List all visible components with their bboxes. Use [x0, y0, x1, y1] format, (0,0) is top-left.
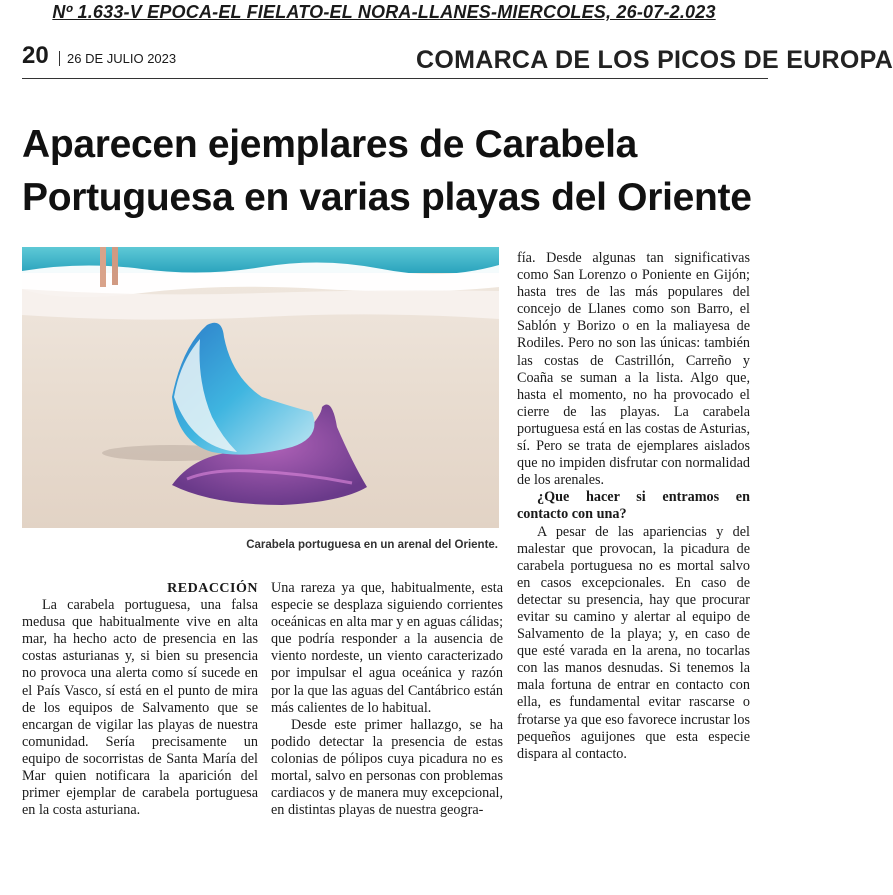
- paragraph: Una rareza ya que, habitualmente, esta especie se desplaza siguiendo corrientes oceánicas en alta mar y en aguas cálidas; que podría responder a la ausencia de viento nordeste, un viento caracterizado por impulsar el agua oceánica y razón por la que las aguas del Cantábrico están más calientes de lo habitual.: [271, 580, 504, 716]
- header-separator: [59, 51, 60, 66]
- byline: REDACCIÓN: [167, 581, 258, 596]
- photo-caption: Carabela portuguesa en un arenal del Oriente.: [246, 539, 498, 551]
- page-number: 20: [22, 42, 49, 69]
- paragraph: Desde este primer hallazgo, se ha podido detectar la presencia de estas colonias de pólipos cuya picadura no es mortal, salvo en personas con problemas cardiacos y de manera muy excepcional, en distintas playas de nuestra geogra-: [271, 716, 503, 819]
- article-headline: Aparecen ejemplares de Carabela Portuguesa en varias playas del Oriente: [22, 123, 752, 219]
- paragraph: La carabela portuguesa, una falsa medusa que habitualmente vive en alta mar, ha hecho acto de presencia en las costas asturianas y, si bien su presencia no provoca una alerta como sí sucede en el País Vasco, sí está en el punto de mira de los equipos de Salvamento que se encargan de vigilar las playas de nuestra comunidad. Sería precisamente un equipo de socorristas de Santa María del Mar quien notificara la aparición del primer ejemplar de carabela portuguesa en la costa asturiana.: [22, 597, 258, 819]
- article-column-2: [271, 580, 503, 819]
- subheading: ¿Que hacer si entramos en contacto con una?: [517, 489, 750, 523]
- article-column-1: [22, 580, 258, 819]
- paragraph: fía. Desde algunas tan significativas como San Lorenzo o Poniente en Gijón; hasta tres de las más populares del concejo de Llanes como son Barro, el Sablón y Borizo o en la maliayesa de Rodiles. Pero no son las únicas: también las costas de Castrillón, Carreño y Coaña se suman a la lista. Algo que, hasta el momento, no ha provocado el cierre de las playas. La carabela portuguesa está en las costas de Asturias, sí. Pero se trata de ejemplares aislados que no impiden disfrutar con normalidad de los arenales.: [517, 250, 750, 489]
- article-photo: [22, 247, 499, 528]
- edition-banner: Nº 1.633-V EPOCA-EL FIELATO-EL NORA-LLANES-MIERCOLES, 26-07-2.023: [52, 2, 716, 22]
- article-column-3: [517, 250, 750, 763]
- page-header: [22, 42, 893, 79]
- paragraph: A pesar de las apariencias y del malestar que provocan, la picadura de carabela portuguesa no es mortal salvo en casos excepcionales. En caso de detectar su presencia, hay que procurar evitar su camino y alertar al equipo de Salvamento de la playa; y, en caso de que esté varada en la arena, no tocarlas con las manos desnudas. Si tenemos la mala fortuna de entrar en contacto con ella, es fundamental evitar rascarse o frotarse ya que eso favorece incrustar los pequeños aguijones que esta especie dispara al contacto.: [517, 523, 750, 762]
- section-title: COMARCA DE LOS PICOS DE EUROPA: [416, 46, 893, 74]
- page-date: 26 DE JULIO 2023: [67, 51, 177, 66]
